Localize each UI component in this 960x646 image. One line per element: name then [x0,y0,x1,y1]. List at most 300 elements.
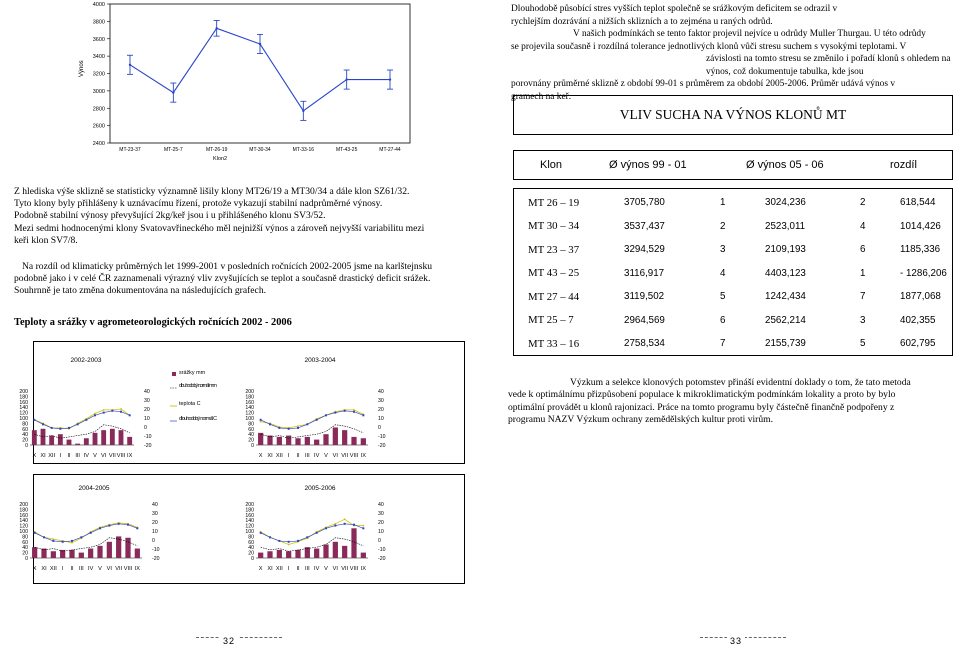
left-axis-tick: 120 [19,523,28,530]
text-line: Dlouhodobě působící stres vyšších teplot společně se srážkovým deficitem se odrazil v [511,4,838,14]
climate-chart-2004-2005 [6,476,236,586]
intro-paragraph [511,3,956,103]
normal-temperature-point [118,523,120,525]
month-label: II [296,453,300,459]
normal-temperature-point [353,411,355,413]
text-line: Souhrnně je tato změna dokumentována na následujících grafech. [14,285,267,297]
rank-99-01-cell: 1 [720,197,726,209]
normal-temperature-point [306,536,308,538]
left-axis-tick: 140 [245,405,254,412]
left-axis-tick: 40 [248,545,254,552]
data-point [302,110,304,112]
normal-temperature-point [108,525,110,527]
rank-99-01-cell: 4 [720,267,726,279]
left-paragraph-1 [14,186,504,247]
precipitation-bar [135,549,140,558]
right-axis-tick: 10 [144,416,150,422]
normal-temperature-point [269,423,271,425]
temperature-line [261,519,364,544]
right-axis-tick: 10 [378,529,384,535]
precipitation-bar [277,437,282,445]
rank-05-06-cell: 7 [860,291,866,303]
precipitation-bar [361,438,366,445]
left-axis-tick: 160 [245,512,254,519]
yield-05-06-cell: 1242,434 [765,291,806,303]
left-axis-tick: 180 [245,394,254,401]
left-axis-tick: 40 [22,432,28,439]
left-axis-tick: 80 [22,421,28,428]
right-axis-tick: -10 [378,547,386,553]
precipitation-bar [32,547,37,558]
right-axis-tick: 40 [144,389,150,395]
table-row [514,215,954,239]
right-axis-tick: 20 [152,520,158,526]
month-label: IV [88,566,94,572]
difference-cell: 402,355 [900,314,936,326]
normal-temperature-point [136,527,138,529]
table-row [514,285,954,309]
left-axis-tick: 0 [251,443,254,449]
left-axis-tick: 140 [245,518,254,525]
right-axis-tick: 40 [152,502,158,508]
table-row [514,238,954,262]
temperature-point [103,409,105,411]
page-number-right: 33 [727,636,745,646]
precipitation-bar [361,553,366,558]
plot-frame [110,4,410,143]
precipitation-bar [97,546,102,558]
x-tick-label: MT-27-44 [379,147,401,153]
precipitation-bar [333,427,338,445]
chart-title: 2004-2005 [78,485,110,492]
temperature-point [120,408,122,410]
month-label: XI [41,566,47,572]
precipitation-bar [333,542,338,558]
normal-temperature-point [288,428,290,430]
left-axis-tick: 0 [25,556,28,562]
normal-temperature-point [85,419,87,421]
left-axis-tick: 0 [25,443,28,449]
header-difference: rozdíl [890,159,917,171]
left-axis-tick: 40 [22,545,28,552]
left-axis-tick: 140 [19,405,28,412]
text-line: optimální provádět u klonů rajonizaci. Práce na tomto programu byly částečně finančně podpořeny z [508,401,895,413]
data-point [172,91,174,93]
normal-temperature-point [362,414,364,416]
normal-temperature-point [260,419,262,421]
left-paragraph-2 [14,261,504,298]
temperature-point [334,523,336,525]
rank-05-06-cell: 6 [860,244,866,256]
left-axis-tick: 20 [248,437,254,444]
month-label: III [304,566,310,572]
precipitation-bar [295,550,300,558]
month-label: XII [275,453,283,459]
klon-cell: MT 30 – 34 [528,220,580,233]
left-axis-tick: 20 [22,437,28,444]
y-tick-label: 3200 [92,71,105,78]
month-label: III [78,566,84,572]
normal-temperature-point [362,527,364,529]
text-line: Mezi sedmi hodnocenými klony Svatovavřineckého měl nejnižší výnos a zároveň nejvyšší variabilitu mezi [14,222,425,234]
normal-temperature-point [353,524,355,526]
normal-temperature-point [51,427,53,429]
text-line: Výzkum a selekce klonových potomstev přináší evidentní doklady o tom, že tato metoda [570,377,911,388]
normal-temperature-point [316,532,318,534]
y-tick-label: 2600 [92,123,105,130]
text-line: závislosti na tomto stresu se změnilo i pořadí klonů s ohledem na výnos, což dokumentuje tabulka, kde jsou [706,54,951,77]
left-axis-tick: 60 [248,426,254,433]
right-axis-tick: -20 [378,443,386,449]
yield-line-chart [74,0,500,168]
normal-temperature-point [103,412,105,414]
month-label: VIII [123,566,133,572]
precipitation-bar [277,550,282,558]
precipitation-bar [88,549,93,558]
table-row [514,262,954,286]
precipitation-bar [267,436,272,445]
precipitation-bar [93,433,98,445]
normal-temperature-point [62,541,64,543]
data-point [389,78,391,80]
normal-temperature-point [43,536,45,538]
right-axis-tick: 30 [378,511,384,517]
y-tick-label: 4000 [92,2,105,8]
left-axis-tick: 180 [19,507,28,514]
table-row [514,309,954,333]
month-label: III [304,453,310,459]
yield-99-01-cell: 2758,534 [624,338,665,350]
month-label: X [258,566,263,572]
chart-title: 2003-2004 [304,357,336,364]
month-label: XII [49,566,57,572]
normal-temperature-point [297,540,299,542]
right-axis-tick: 20 [144,407,150,413]
text-line: programu NAZV Výzkum ochrany zemědělských kultur proti virům. [508,414,774,426]
climate-chart-2002-2003 [6,345,236,467]
table-row [514,191,954,215]
rank-05-06-cell: 2 [860,197,866,209]
left-axis-tick: 200 [245,389,254,395]
x-tick-label: MT-25-7 [164,147,183,153]
month-label: X [258,453,263,459]
text-line: Z hlediska výše sklizně se statisticky významně lišily klony MT26/19 a MT30/34 a dále klon SZ61/32. [14,186,410,197]
normal-temperature-point [297,427,299,429]
precipitation-bar [101,430,106,445]
month-label: VI [101,453,107,459]
precipitation-bar [125,538,130,558]
klon-cell: MT 33 – 16 [528,337,580,350]
rank-99-01-cell: 6 [720,314,726,326]
climate-chart-2003-2004 [232,345,462,467]
normal-temperature-point [278,427,280,429]
data-point [345,78,347,80]
yield-99-01-cell: 3705,780 [624,197,665,209]
precipitation-bar [119,430,124,445]
month-label: IX [360,453,366,459]
month-label: I [287,453,290,459]
precipitation-bar [258,553,263,558]
header-yield-05-06: Ø výnos 05 - 06 [746,159,824,171]
temperature-point [94,413,96,415]
left-axis-tick: 80 [22,534,28,541]
left-axis-tick: 0 [251,556,254,562]
text-line: se projevila současně i rozdílná tolerance jednotlivých klonů vůči stresu suchem s vysokými teplotami. V [511,41,907,52]
normal-temperature-point [260,532,262,534]
month-label: IV [83,453,89,459]
normal-temperature-point [344,523,346,525]
left-axis-tick: 60 [22,539,28,546]
normal-temperature-point [42,423,44,425]
month-label: VI [332,566,338,572]
yield-99-01-cell: 3294,529 [624,244,665,256]
text-line: rychlejším dozrávání a nižších sklizních a to zejména u raných odrůd. [511,16,773,27]
normal-temperature-point [90,532,92,534]
right-axis-tick: -20 [152,556,160,562]
text-line: Tyto klony byly přihlášeny k uznávacímu řízení, protože vykazují stabilní nadprůměrné výnosy. [14,198,383,210]
month-label: VII [108,453,116,459]
month-label: III [75,453,81,459]
yield-99-01-cell: 3537,437 [624,220,665,232]
precipitation-bar [342,546,347,558]
data-point [129,64,131,66]
y-tick-label: 3800 [92,19,105,26]
x-tick-label: MT-30-34 [249,147,271,153]
normal-temperature-point [344,410,346,412]
rank-99-01-cell: 7 [720,338,726,350]
normal-temperature-point [120,411,122,413]
precipitation-bar [75,444,80,445]
normal-temperature-point [52,540,54,542]
legend-swatch [172,372,176,376]
right-axis-tick: 0 [378,425,381,431]
difference-cell: 602,795 [900,338,936,350]
text-line: Podobně stabilní výnosy převyšující 2kg/keř jsou i u přihlášeného klonu SV3/52. [14,210,326,222]
left-axis-tick: 180 [19,394,28,401]
month-label: I [287,566,290,572]
conclusion-paragraph [508,377,953,427]
precipitation-bar [267,551,272,558]
precipitation-bar [323,545,328,559]
yield-05-06-cell: 2109,193 [765,244,806,256]
temperature-line [34,409,129,429]
normal-temperature-point [334,525,336,527]
precipitation-bar [286,551,291,558]
left-axis-tick: 60 [248,539,254,546]
klon-cell: MT 43 – 25 [528,267,580,280]
text-line: gramech na keř. [511,91,572,102]
month-label: VIII [116,453,126,459]
left-axis-tick: 40 [248,432,254,439]
month-label: V [324,566,328,572]
right-axis-tick: 0 [152,538,155,544]
normal-temperature-point [33,419,35,421]
left-axis-tick: 80 [248,534,254,541]
text-line: keři klon SV7/8. [14,234,78,246]
klon-cell: MT 25 – 7 [528,314,574,327]
precipitation-bar [286,436,291,445]
right-axis-tick: 20 [378,520,384,526]
klon-cell: MT 27 – 44 [528,290,580,303]
page-number-left: 32 [220,636,238,646]
left-axis-tick: 100 [245,529,254,535]
left-axis-tick: 20 [248,550,254,557]
temperature-point [297,425,299,427]
month-label: V [98,566,102,572]
precipitation-bar [41,549,46,558]
month-label: X [32,453,37,459]
yield-05-06-cell: 2523,011 [765,220,806,232]
table-title: VLIV SUCHA NA VÝNOS KLONŮ MT [513,95,953,135]
left-axis-tick: 140 [19,518,28,525]
month-label: VII [341,566,349,572]
precipitation-bar [127,437,132,445]
legend-label-temperature: teplota C [179,401,201,407]
month-label: VIII [349,453,359,459]
yield-05-06-cell: 2562,214 [765,314,806,326]
normal-temperature-point [306,423,308,425]
left-axis-tick: 160 [19,399,28,406]
temperature-point [353,409,355,411]
header-yield-99-01: Ø výnos 99 - 01 [609,159,687,171]
right-axis-tick: 10 [378,416,384,422]
yield-99-01-cell: 3116,917 [624,267,665,279]
difference-cell: 1014,426 [900,220,941,232]
table-row [514,332,954,356]
precipitation-bar [84,438,89,445]
normal-temperature-point [99,527,101,529]
chart-title: 2005-2006 [304,485,336,492]
normal-temperature-line [35,524,138,542]
month-label: XII [275,566,283,572]
month-label: VIII [349,566,359,572]
precipitation-bar [79,553,84,558]
left-axis-tick: 200 [19,389,28,395]
month-label: XI [267,566,273,572]
precipitation-bar [351,437,356,445]
text-line: podobně jako i v celé ČR zaznamenali výrazný vliv zvyšujících se teplot a současně drastický deficit srážek. [14,273,431,285]
normal-temperature-point [68,427,70,429]
right-axis-tick: 20 [378,407,384,413]
month-label: IX [127,453,133,459]
normal-temperature-point [71,540,73,542]
header-klon: Klon [540,159,563,171]
right-axis-tick: 10 [152,529,158,535]
left-axis-tick: 160 [245,399,254,406]
precipitation-bar [49,436,54,445]
y-tick-label: 2800 [92,106,105,113]
left-axis-tick: 200 [19,502,28,508]
left-axis-tick: 100 [19,416,28,422]
rank-99-01-cell: 5 [720,291,726,303]
difference-cell: 1877,068 [900,291,941,303]
right-axis-tick: 30 [152,511,158,517]
right-axis-tick: -20 [378,556,386,562]
month-label: VI [332,453,338,459]
temperature-point [52,538,54,540]
month-label: VII [115,566,123,572]
text-line: Na rozdíl od klimaticky průměrných let 1999-2001 v posledních ročnících 2002-2005 jsme na karlštejnsku [22,261,433,272]
x-tick-label: MT-26-19 [205,147,228,153]
precipitation-bar [295,438,300,445]
normal-temperature-point [111,410,113,412]
normal-temperature-point [325,527,327,529]
month-label: IV [314,566,320,572]
precipitation-bar [67,440,72,445]
left-axis-tick: 80 [248,421,254,428]
table-header-row [513,150,953,180]
klon-cell: MT 23 – 37 [528,243,580,256]
precipitation-bar [351,528,356,558]
climate-chart-2005-2006 [232,476,462,586]
right-axis-tick: 40 [378,502,384,508]
yield-05-06-cell: 3024,236 [765,197,806,209]
precipitation-bar [314,440,319,445]
normal-temperature-point [80,536,82,538]
text-line: V našich podmínkách se tento faktor projevil nejvíce u odrůdy Muller Thurgau. U této odrůdy [573,29,926,39]
normal-temperature-point [94,414,96,416]
data-table [513,188,953,356]
left-axis-tick: 200 [245,502,254,508]
month-label: V [93,453,97,459]
temperature-line [261,410,364,428]
left-axis-tick: 100 [245,416,254,422]
month-label: XII [48,453,56,459]
month-label: I [59,453,62,459]
temperature-point [288,544,290,546]
precipitation-bar [110,429,115,445]
normal-temperature-point [316,419,318,421]
difference-cell: 618,544 [900,197,936,209]
right-axis-tick: -10 [152,547,160,553]
precipitation-bar [305,437,310,445]
precipitation-bar [51,551,56,558]
normal-temperature-point [34,532,36,534]
normal-temperature-point [129,414,131,416]
month-label: II [70,566,74,572]
normal-temperature-point [278,540,280,542]
y-tick-label: 3600 [92,36,105,43]
month-label: IX [134,566,140,572]
month-label: I [61,566,64,572]
right-axis-tick: 0 [378,538,381,544]
left-axis-tick: 120 [245,410,254,417]
month-label: IX [360,566,366,572]
precipitation-bar [314,549,319,558]
right-axis-tick: -10 [144,434,152,440]
rank-05-06-cell: 1 [860,267,866,279]
right-axis-tick: -10 [378,434,386,440]
difference-cell: - 1286,206 [900,267,947,279]
temperature-point [362,525,364,527]
left-axis-tick: 160 [19,512,28,519]
section-heading: Teploty a srážky v agrometeorologických ročnících 2002 - 2006 [14,317,292,328]
month-label: XI [40,453,46,459]
normal-temperature-point [77,423,79,425]
y-tick-label: 2400 [92,141,105,147]
month-label: IV [314,453,320,459]
yield-99-01-cell: 3119,502 [624,291,665,303]
legend-label-precipitation: srážky mm [179,370,206,376]
right-axis-tick: 30 [144,398,150,404]
month-label: II [67,453,71,459]
precipitation-bar [116,536,121,558]
left-axis-tick: 60 [22,426,28,433]
normal-temperature-point [288,541,290,543]
normal-temperature-point [325,414,327,416]
precipitation-bar [32,430,37,445]
normal-temperature-point [59,428,61,430]
